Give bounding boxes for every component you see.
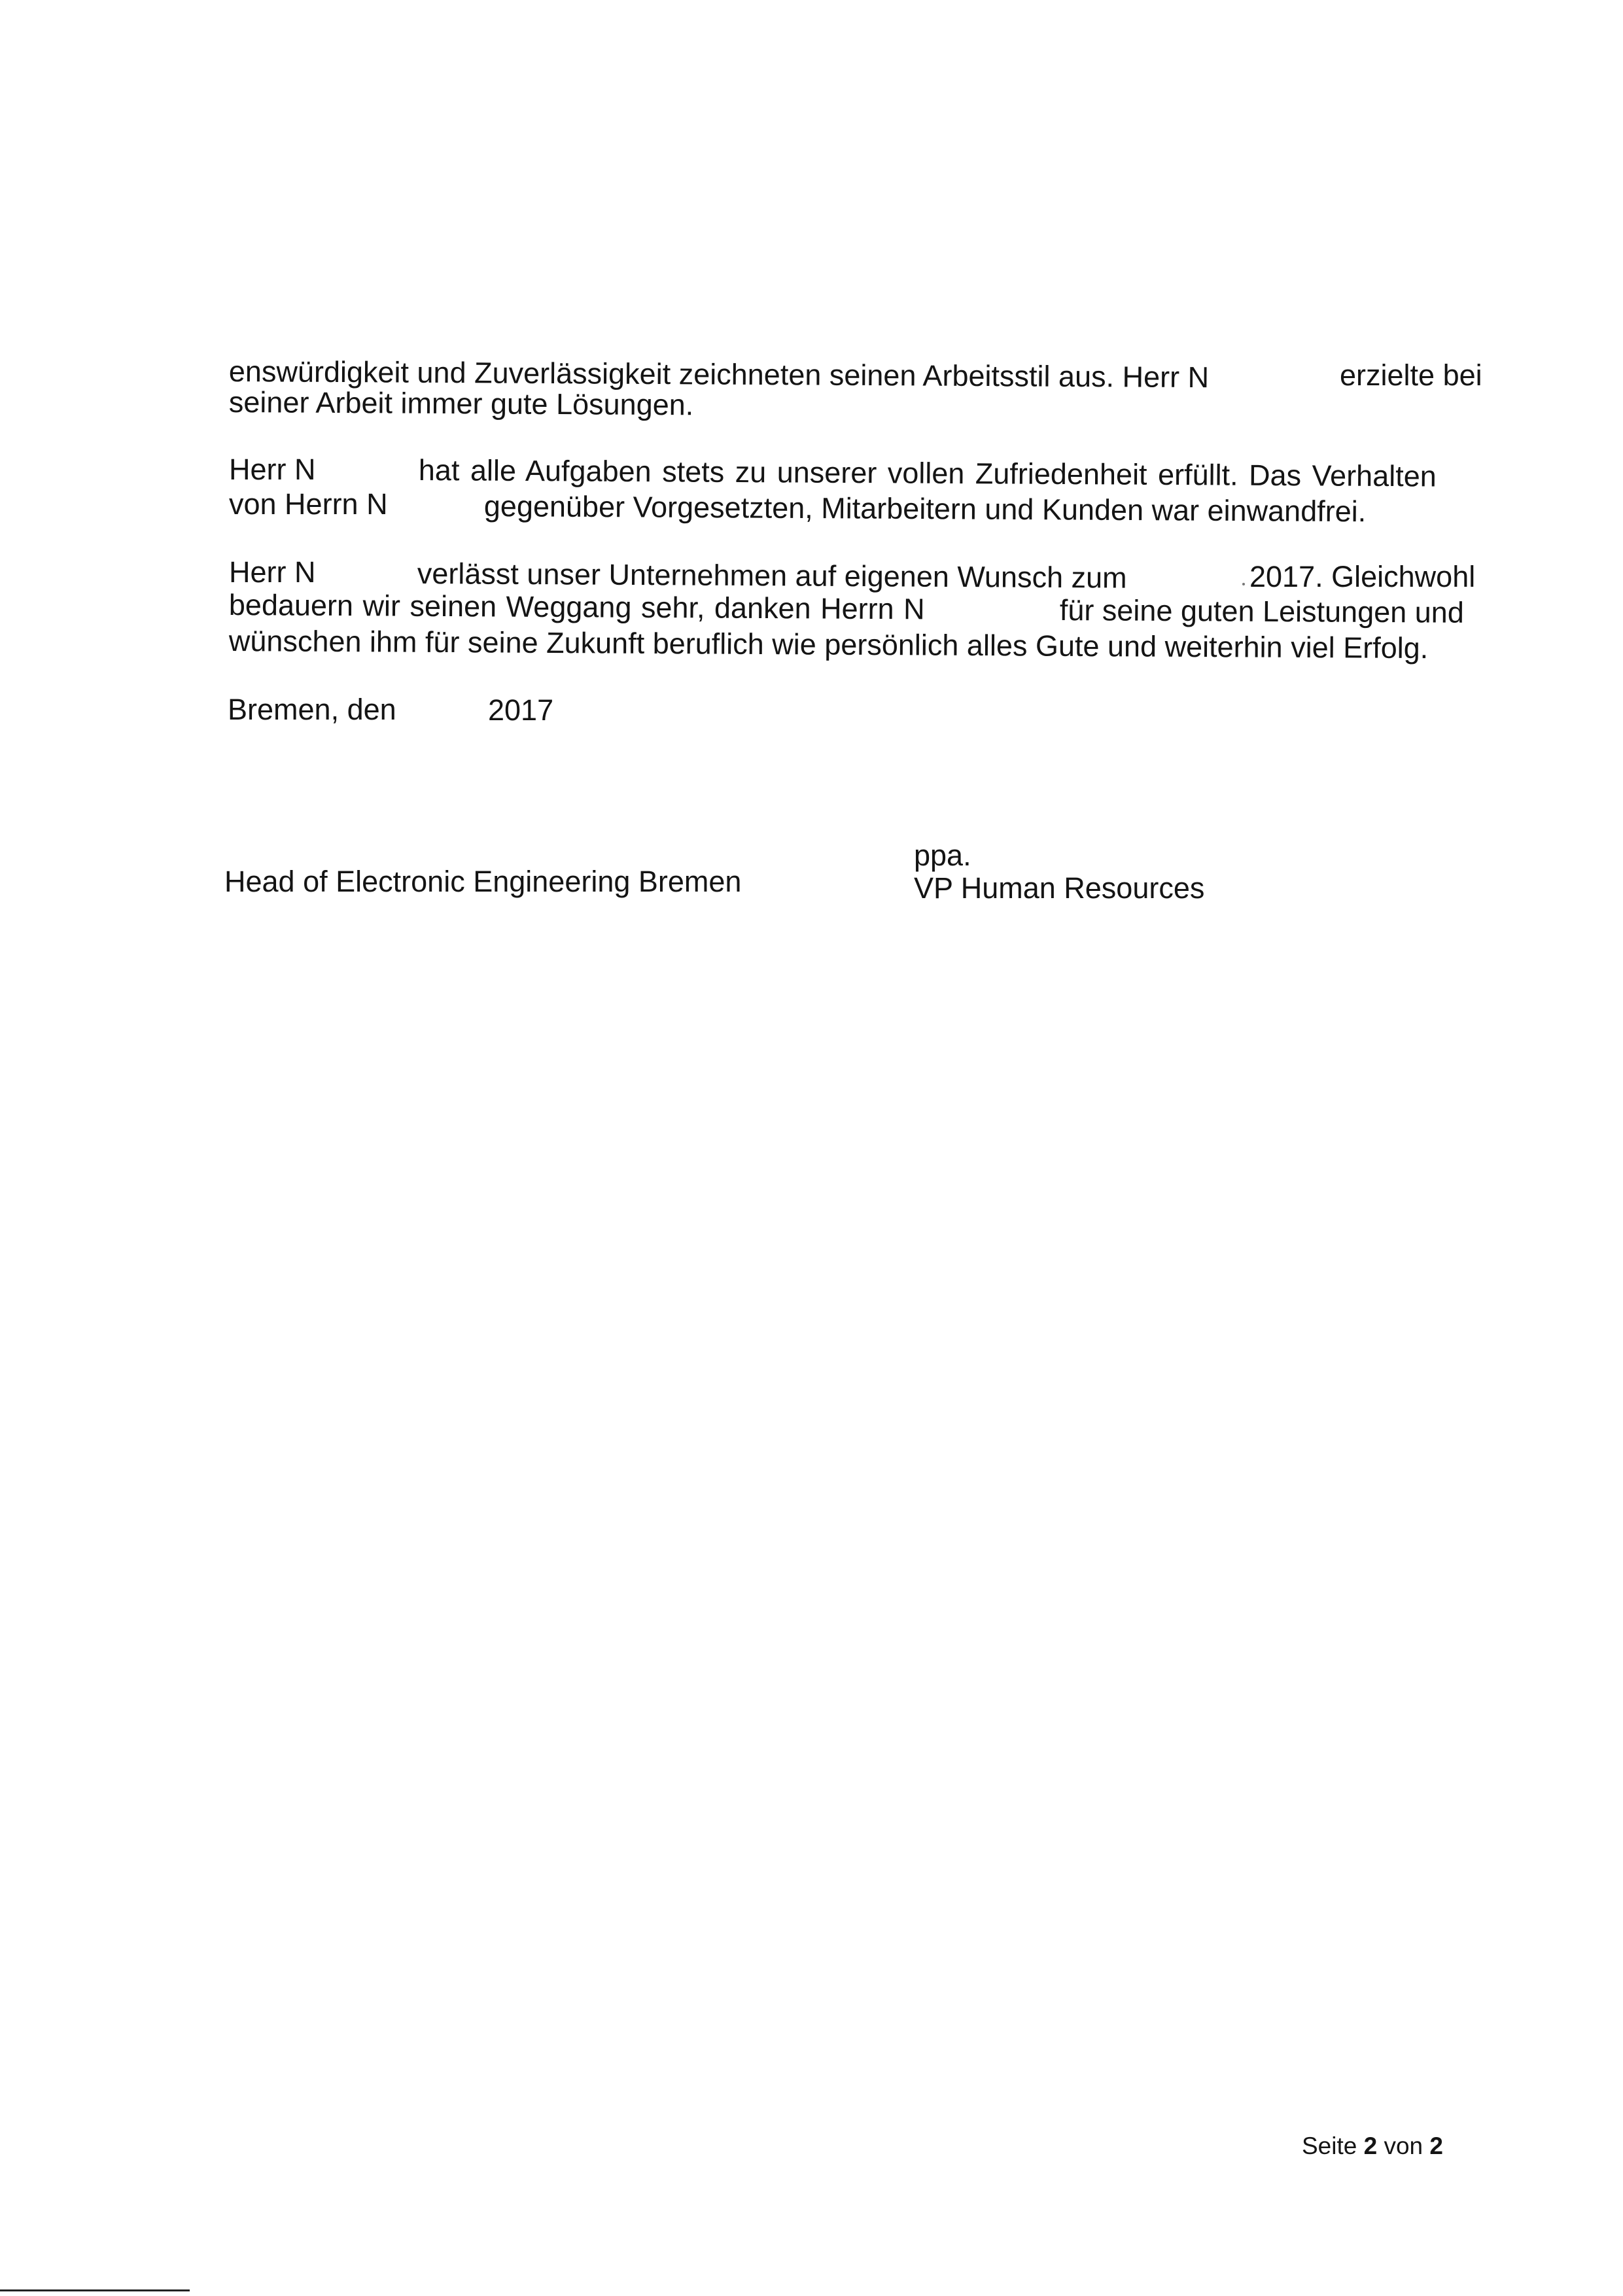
paragraph-3-line-1-text: verlässt unser Unternehmen auf eigenen Wunsch zum: [417, 557, 1127, 595]
signature-right-prefix: ppa.: [914, 839, 971, 872]
page-number-current: 2: [1363, 2132, 1378, 2159]
footer-rule: [0, 2289, 190, 2291]
paragraph-3-line-2: [228, 588, 1485, 629]
paragraph-1-line-2: [228, 385, 694, 422]
paragraph-2-line-1-text: hat alle Aufgaben stets zu unserer vollen Zufriedenheit erfüllt. Das Verhalten: [418, 453, 1437, 493]
paragraph-3-line-1-end: 2017. Gleichwohl: [1249, 560, 1476, 593]
place-text: Bremen, den: [228, 693, 396, 726]
paragraph-2-line-1: [229, 453, 1485, 493]
signature-right-title: VP Human Resources: [914, 871, 1205, 905]
paragraph-1-line-1-text: enswürdigkeit und Zuverlässigkeit zeichneten seinen Arbeitsstil aus. Herr N: [228, 355, 1210, 394]
page-number-prefix: Seite: [1302, 2132, 1357, 2159]
page-number: [1302, 2134, 1443, 2158]
paragraph-3-line-2-text: bedauern wir seinen Weggang sehr, danken Herrn N: [228, 588, 925, 626]
page-number-total: 2: [1429, 2132, 1443, 2159]
signature-left-title: Head of Electronic Engineering Bremen: [224, 865, 742, 898]
place-date: [228, 695, 620, 727]
paragraph-3-line-2-end: für seine guten Leistungen und: [1059, 593, 1464, 629]
paragraph-3-line-1: [229, 555, 1485, 595]
scan-speck: [1242, 583, 1245, 585]
paragraph-3-name-1: Herr N: [229, 555, 316, 589]
paragraph-2-line-2: [229, 487, 1485, 529]
paragraph-1-line-1: [228, 355, 1485, 394]
page-number-middle: von: [1384, 2132, 1423, 2159]
paragraph-3-line-3-text: wünschen ihm für seine Zukunft beruflich wie persönlich alles Gute und weiterhin viel Erfolg.: [228, 624, 1429, 665]
paragraph-2-name-2: von Herrn N: [229, 487, 388, 521]
paragraph-3-line-3: [228, 624, 1429, 665]
paragraph-2-line-2-text: gegenüber Vorgesetzten, Mitarbeitern und Kunden war einwandfrei.: [483, 489, 1367, 529]
date-year: 2017: [488, 693, 554, 727]
paragraph-2-name-1: Herr N: [229, 453, 316, 486]
paragraph-1-line-2-text: seiner Arbeit immer gute Lösungen.: [228, 385, 694, 422]
paragraph-1-line-1-end: erzielte bei: [1340, 358, 1482, 392]
